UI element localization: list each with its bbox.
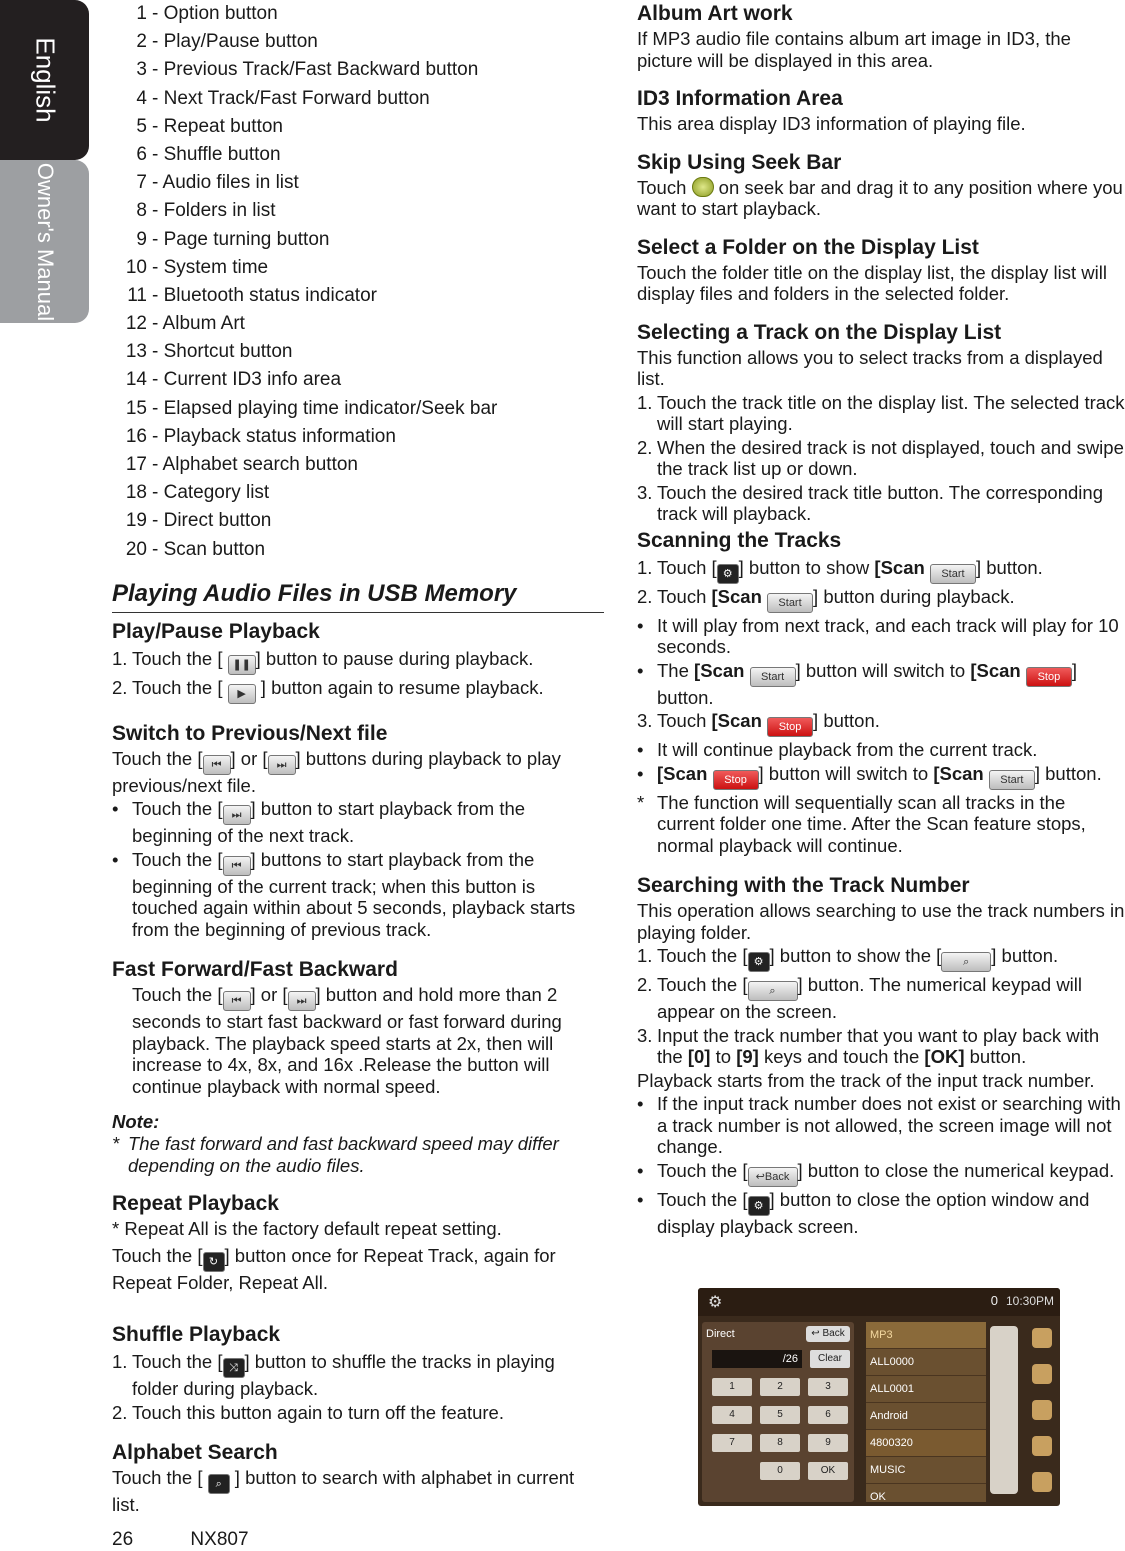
legend-item bbox=[112, 169, 604, 197]
music-icon[interactable] bbox=[1032, 1364, 1052, 1384]
seek-bar-heading: Skip Using Seek Bar bbox=[637, 150, 842, 174]
list-item: • [Scan Stop ] button will switch to [Scan Start ] button. bbox=[637, 763, 1125, 790]
legend-number: 10 bbox=[125, 256, 147, 278]
track-number-heading: Searching with the Track Number bbox=[637, 874, 970, 897]
legend-item bbox=[112, 507, 604, 535]
legend-list bbox=[112, 0, 604, 564]
paragraph: This operation allows searching to use the track numbers in playing folder. bbox=[637, 900, 1125, 943]
search-icon: ⌕ bbox=[208, 1474, 230, 1494]
legend-text: - Previous Track/Fast Backward button bbox=[152, 59, 479, 81]
list-item: 1. Touch [ ⚙ ] button to show [Scan Start ] button. bbox=[637, 557, 1125, 584]
next-icon: ⏭ bbox=[268, 755, 296, 775]
list-item: • If the input track number does not exist or searching with a track number is not allowed, the screen image will not change. bbox=[637, 1093, 1121, 1157]
gear-icon[interactable]: ⚙ bbox=[708, 1294, 723, 1311]
numeric-keypad bbox=[702, 1322, 854, 1502]
alphabet-search-heading: Alphabet Search bbox=[112, 1441, 278, 1465]
legend-text: - Scan button bbox=[152, 538, 266, 560]
legend-number: 7 bbox=[136, 172, 147, 194]
list-item: 2. Touch the [ ▶ ] button again to resume playback. bbox=[112, 677, 604, 704]
list-header: MP3 bbox=[866, 1322, 986, 1349]
repeat-icon: ↻ bbox=[203, 1252, 225, 1272]
track-entry-display: /26 bbox=[712, 1350, 802, 1368]
legend-number: 14 bbox=[125, 369, 147, 391]
legend-text: - Category list bbox=[152, 482, 270, 504]
left-column bbox=[112, 0, 604, 1516]
paragraph: Playback starts from the track of the input track number. bbox=[637, 1069, 1095, 1091]
legend-number: 19 bbox=[125, 510, 147, 532]
device-screenshot bbox=[698, 1288, 1060, 1506]
list-item[interactable]: OK bbox=[866, 1484, 986, 1506]
select-folder-heading: Select a Folder on the Display List bbox=[637, 235, 979, 259]
play-pause-heading: Play/Pause Playback bbox=[112, 619, 320, 643]
legend-number: 17 bbox=[125, 454, 147, 475]
option-gear-icon: ⚙ bbox=[717, 564, 739, 584]
legend-number: 2 bbox=[136, 31, 147, 53]
key-0[interactable]: 0 bbox=[760, 1462, 800, 1480]
legend-text: - Page turning button bbox=[152, 228, 330, 250]
paragraph: Touch the folder title on the display list, the display list will display files and folders in the selected folder. bbox=[637, 261, 1107, 304]
next-icon: ⏭ bbox=[288, 991, 316, 1011]
paragraph: Touch the [ ↻ ] button once for Repeat Track, again for Repeat Folder, Repeat All. bbox=[112, 1244, 556, 1293]
legend-item bbox=[112, 226, 604, 254]
status-bar bbox=[698, 1288, 1060, 1316]
key-7[interactable]: 7 bbox=[712, 1434, 752, 1452]
repeat-heading: Repeat Playback bbox=[112, 1192, 279, 1216]
previous-icon: ⏮ bbox=[223, 856, 251, 876]
option-gear-icon: ⚙ bbox=[748, 952, 770, 972]
key-4[interactable]: 4 bbox=[712, 1406, 752, 1424]
legend-item bbox=[112, 366, 604, 394]
key-6[interactable]: 6 bbox=[808, 1406, 848, 1424]
legend-number: 4 bbox=[136, 87, 147, 109]
legend-item bbox=[112, 113, 604, 141]
legend-item bbox=[112, 310, 604, 338]
legend-text: - Direct button bbox=[152, 510, 272, 532]
list-item: 1. Touch the [ ⤨ ] button to shuffle the tracks in playing folder during playback. bbox=[112, 1351, 555, 1400]
start-icon: Start bbox=[767, 593, 813, 613]
english-tab bbox=[0, 0, 89, 160]
legend-text: - Folders in list bbox=[152, 200, 276, 222]
paragraph: * Repeat All is the factory default repeat setting. bbox=[112, 1218, 502, 1240]
key-2[interactable]: 2 bbox=[760, 1378, 800, 1396]
list-item: 3. Input the track number that you want to play back with the [0] to [9] keys and touch the [OK] button. bbox=[637, 1024, 1100, 1067]
list-item: • It will continue playback from the current track. bbox=[637, 739, 1038, 760]
search-icon: ⌕ bbox=[941, 952, 991, 972]
paragraph: This area display ID3 information of playing file. bbox=[637, 113, 1026, 134]
stop-icon: Stop bbox=[1026, 667, 1072, 687]
legend-item bbox=[112, 56, 604, 84]
legend-item bbox=[112, 141, 604, 169]
start-icon: Start bbox=[989, 770, 1035, 790]
legend-item bbox=[112, 479, 604, 507]
pause-icon: ❚❚ bbox=[228, 655, 256, 675]
legend-text: - Next Track/Fast Forward button bbox=[152, 87, 430, 109]
seek-knob-icon bbox=[692, 177, 714, 197]
list-item: • Touch the [ ↩Back ] button to close the numerical keypad. bbox=[637, 1160, 1125, 1187]
previous-icon: ⏮ bbox=[203, 755, 231, 775]
track-list bbox=[866, 1322, 986, 1502]
key-5[interactable]: 5 bbox=[760, 1406, 800, 1424]
legend-text: - Repeat button bbox=[152, 115, 283, 137]
previous-icon: ⏮ bbox=[223, 991, 251, 1011]
list-item: • Touch the [ ⚙ ] button to close the option window and display playback screen. bbox=[637, 1188, 1090, 1237]
list-item: • Touch the [ ⏭ ] button to start playback from the beginning of the next track. bbox=[112, 798, 526, 847]
list-item: 3. Touch the desired track title button. The corresponding track will playback. bbox=[637, 481, 1103, 524]
legend-item bbox=[112, 423, 604, 451]
shuffle-icon: ⤨ bbox=[223, 1358, 245, 1378]
artist-icon[interactable] bbox=[1032, 1400, 1052, 1420]
paragraph: This function allows you to select tracks from a displayed list. bbox=[637, 346, 1103, 389]
legend-item bbox=[112, 85, 604, 113]
key-1[interactable]: 1 bbox=[712, 1378, 752, 1396]
list-item: 1. Touch the [ ⚙ ] button to show the [ ⌕ ] button. bbox=[637, 945, 1125, 972]
album-art-heading: Album Art work bbox=[637, 2, 793, 25]
search-icon: ⌕ bbox=[748, 981, 798, 1001]
page-number: 26 bbox=[112, 1529, 134, 1550]
legend-item bbox=[112, 451, 604, 479]
list-item: 2. Touch [Scan Start ] button during playback. bbox=[637, 586, 1125, 613]
legend-number: 16 bbox=[125, 425, 147, 447]
note-heading: Note: bbox=[112, 1111, 160, 1133]
list-item: 2. Touch the [ ⌕ ] button. The numerical keypad will appear on the screen. bbox=[637, 974, 1083, 1022]
clear-button[interactable]: Clear bbox=[810, 1350, 850, 1368]
list-item: 1. Touch the track title on the display list. The selected track will start playing. bbox=[637, 391, 1125, 434]
legend-number: 11 bbox=[127, 284, 147, 306]
legend-text: - Option button bbox=[152, 3, 278, 24]
page-turning-bar[interactable] bbox=[990, 1326, 1018, 1494]
category-list bbox=[1030, 1322, 1054, 1506]
list-item[interactable]: ALL0000 bbox=[866, 1349, 986, 1376]
legend-number: 9 bbox=[136, 228, 147, 250]
album-icon[interactable] bbox=[1032, 1436, 1052, 1456]
shuffle-heading: Shuffle Playback bbox=[112, 1323, 281, 1347]
legend-item bbox=[112, 28, 604, 56]
start-icon: Start bbox=[750, 667, 796, 687]
list-item: • The [Scan Start ] button will switch to [Scan Stop ] button. bbox=[637, 659, 1078, 708]
legend-item bbox=[112, 197, 604, 225]
legend-item bbox=[112, 536, 604, 564]
genre-icon[interactable] bbox=[1032, 1472, 1052, 1492]
list-item: * The function will sequentially scan all tracks in the current folder one time. After the Scan feature stops, normal playback will continue. bbox=[637, 791, 1086, 856]
note-text: * The fast forward and fast backward speed may differ depending on the audio files. bbox=[112, 1133, 559, 1176]
legend-text: - Shortcut button bbox=[152, 341, 293, 363]
key-8[interactable]: 8 bbox=[760, 1434, 800, 1452]
legend-text: - Playback status information bbox=[152, 425, 396, 447]
list-item: 2. When the desired track is not displayed, touch and swipe the track list up or down. bbox=[637, 436, 1124, 479]
play-icon: ▶ bbox=[228, 684, 256, 704]
list-item[interactable]: 4800320 bbox=[866, 1430, 986, 1457]
key-3[interactable]: 3 bbox=[808, 1378, 848, 1396]
paragraph: Touch the [ ⌕ ] button to search with alphabet in current list. bbox=[112, 1467, 575, 1516]
option-gear-icon: ⚙ bbox=[748, 1196, 770, 1216]
stop-icon: Stop bbox=[713, 770, 759, 790]
legend-number: 3 bbox=[136, 59, 147, 81]
list-item[interactable]: ALL0001 bbox=[866, 1376, 986, 1403]
scanning-heading: Scanning the Tracks bbox=[637, 528, 842, 552]
section-title: Playing Audio Files in USB Memory bbox=[112, 580, 604, 613]
legend-text: - Audio files in list bbox=[152, 172, 299, 194]
footer bbox=[112, 1529, 301, 1551]
stop-icon: Stop bbox=[767, 717, 813, 737]
next-icon: ⏭ bbox=[223, 805, 251, 825]
legend-text: - Album Art bbox=[152, 313, 245, 335]
legend-text: - Current ID3 info area bbox=[152, 369, 342, 391]
english-label: English bbox=[30, 37, 60, 123]
legend-text: - System time bbox=[152, 256, 269, 278]
paragraph: Touch on seek bar and drag it to any position where you want to start playback. bbox=[637, 176, 1123, 219]
back-icon: ↩Back bbox=[748, 1167, 798, 1187]
legend-text: - Play/Pause button bbox=[152, 31, 318, 53]
key-9[interactable]: 9 bbox=[808, 1434, 848, 1452]
list-item[interactable]: Android bbox=[866, 1403, 986, 1430]
id3-heading: ID3 Information Area bbox=[637, 87, 843, 110]
fast-forward-heading: Fast Forward/Fast Backward bbox=[112, 958, 398, 982]
model-name: NX807 bbox=[190, 1529, 249, 1550]
paragraph: Touch the [ ⏮ ] or [ ⏭ ] buttons during playback to play previous/next file. bbox=[112, 747, 561, 796]
switch-file-heading: Switch to Previous/Next file bbox=[112, 721, 388, 745]
legend-number: 8 bbox=[136, 200, 147, 222]
owners-manual-label: Owner's Manual bbox=[32, 162, 58, 321]
list-item: • It will play from next track, and each track will play for 10 seconds. bbox=[637, 614, 1119, 657]
owners-manual-tab bbox=[0, 160, 89, 323]
back-button[interactable]: ↩ Back bbox=[806, 1326, 850, 1342]
list-item: 1. Touch the [ ❚❚ ] button to pause during playback. bbox=[112, 648, 604, 675]
legend-number: 15 bbox=[125, 397, 147, 419]
folder-icon[interactable] bbox=[1032, 1328, 1052, 1348]
legend-item bbox=[112, 395, 604, 423]
list-item: • Touch the [ ⏮ ] buttons to start playback from the beginning of the current track; when this button is touched again within about 5 seconds, playback starts from the beginning of previous track. bbox=[112, 848, 576, 940]
bluetooth-indicator: 0 bbox=[990, 1293, 998, 1308]
legend-item bbox=[112, 0, 604, 28]
paragraph: If MP3 audio file contains album art image in ID3, the picture will be displayed in this area. bbox=[637, 28, 1071, 71]
legend-item bbox=[112, 254, 604, 282]
list-item: 3. Touch [Scan Stop ] button. bbox=[637, 710, 1125, 737]
legend-text: - Shuffle button bbox=[152, 143, 281, 165]
list-item[interactable]: MUSIC bbox=[866, 1457, 986, 1484]
legend-number: 1 bbox=[136, 3, 147, 24]
legend-number: 6 bbox=[136, 143, 147, 165]
start-icon: Start bbox=[930, 564, 976, 584]
legend-text: - Elapsed playing time indicator/Seek bar bbox=[152, 397, 498, 419]
legend-number: 20 bbox=[125, 538, 147, 560]
right-column bbox=[637, 0, 1125, 1239]
legend-text: - Bluetooth status indicator bbox=[152, 284, 377, 306]
legend-item bbox=[112, 282, 604, 310]
key-ok[interactable]: OK bbox=[808, 1462, 848, 1480]
legend-number: 18 bbox=[125, 482, 147, 504]
legend-number: 13 bbox=[125, 341, 147, 363]
legend-number: 12 bbox=[125, 313, 147, 335]
select-track-heading: Selecting a Track on the Display List bbox=[637, 320, 1002, 344]
system-time: 10:30PM bbox=[1005, 1294, 1054, 1308]
direct-label: Direct bbox=[706, 1328, 735, 1340]
legend-item bbox=[112, 338, 604, 366]
list-item: 2. Touch this button again to turn off the feature. bbox=[112, 1401, 504, 1423]
paragraph: Touch the [ ⏮ ] or [ ⏭ ] button and hold more than 2 seconds to start fast backward or fast forward during playback. The playback speed starts at 2x, then will increase to 4x, 8x, and 16x .Release the button will continue playback with normal speed. bbox=[132, 984, 562, 1097]
legend-text: - Alphabet search button bbox=[152, 454, 358, 475]
legend-number: 5 bbox=[136, 115, 147, 137]
